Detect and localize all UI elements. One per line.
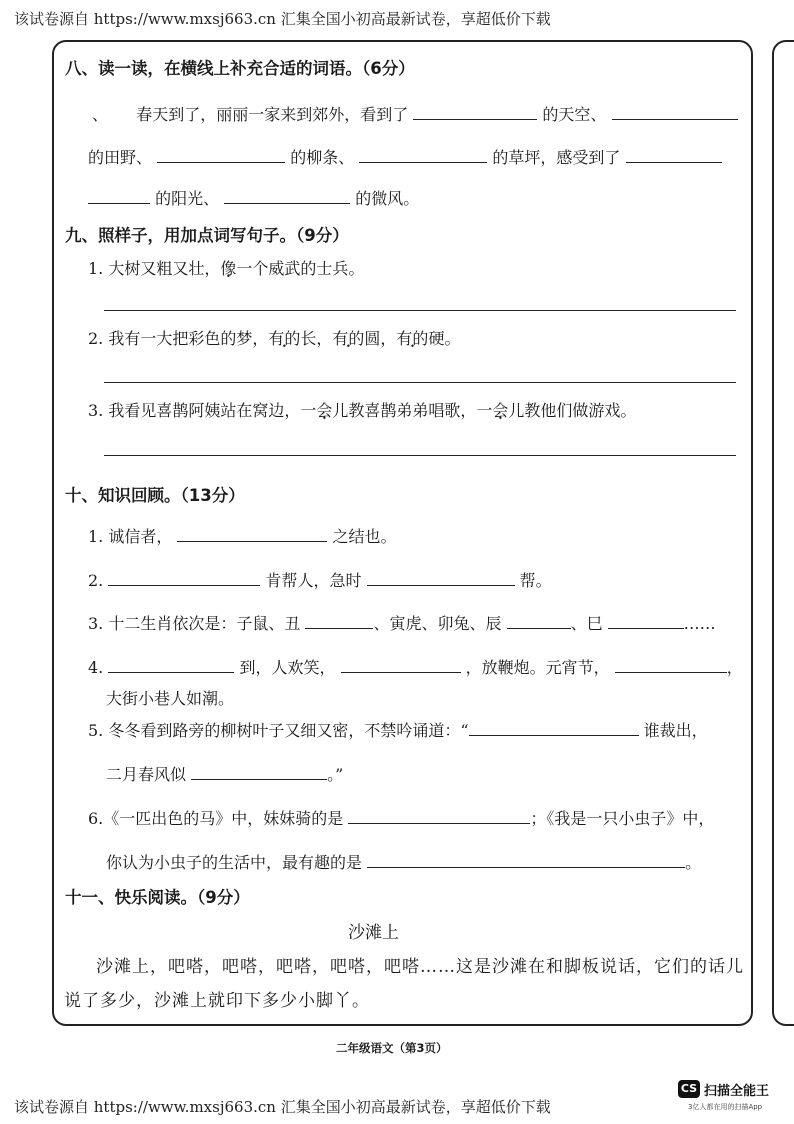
q-text: 。” [327,765,344,784]
q-text: …… [683,614,716,633]
q-text: 、寅虎、卯兔、辰 [373,614,502,633]
logo-tagline: 3亿人都在用的扫描App [688,1103,763,1111]
section10-q4 [88,655,743,678]
passage-title: 沙滩上 [348,923,399,943]
watermark-top: 该试卷源自 https://www.mxsj663.cn 汇集全国小初高最新试卷，享超低价下载 [14,10,551,28]
section8-text: 的草坪，感受到了 [492,148,621,167]
q-text: 谁裁出， [643,721,708,740]
answer-blank[interactable] [413,102,537,120]
answer-line[interactable] [104,310,736,311]
section9-heading: 九、照样子，用加点词写句子。（9分） [65,226,349,245]
cs-logo-icon: CS [678,1080,700,1098]
section10-q5-cont [106,762,343,785]
logo-name: 扫描全能王 [704,1084,770,1099]
section9-q2 [88,326,460,349]
answer-blank[interactable] [615,655,727,673]
answer-blank[interactable] [359,145,487,163]
q-text: ，放鞭炮。元宵节， [465,658,610,677]
answer-line[interactable] [104,382,736,383]
q-text: 到，人欢笑， [239,658,336,677]
answer-blank[interactable] [108,568,260,586]
q-text: 硬。 [428,329,461,348]
answer-blank[interactable] [507,611,571,629]
answer-blank[interactable] [305,611,373,629]
dotted-word: 有的 [396,329,429,348]
q-text: 帮。 [519,571,552,590]
passage-line: 沙滩上，吧嗒，吧嗒，吧嗒，吧嗒，吧嗒……这是沙滩在和脚板说话，它们的话儿 [96,957,744,977]
watermark-bottom: 该试卷源自 https://www.mxsj663.cn 汇集全国小初高最新试卷，享超低价下载 [14,1098,551,1116]
section8-text: 的田野、 [88,148,153,167]
q-text: 肯帮人，急时 [265,571,362,590]
answer-blank[interactable] [608,611,684,629]
q-text: 3. 十二生肖依次是：子鼠、丑 [88,614,301,633]
answer-blank[interactable] [157,145,285,163]
section8-line3 [88,186,419,209]
section8-line1 [92,102,738,125]
section9-q1 [88,256,364,279]
section10-q2 [88,568,552,591]
dotted-word: 一会儿 [300,401,349,420]
section9-q3 [88,398,636,421]
section8-text: 的阳光、 [155,189,220,208]
passage-line: 说了多少，沙滩上就印下多少小脚丫。 [64,991,370,1011]
q-text: 1. 诚信者， [88,527,173,546]
section10-q4-cont: 大街小巷人如潮。 [106,689,235,708]
q-text: 5. 冬冬看到路旁的柳树叶子又细又密，不禁吟诵道：“ [88,721,469,740]
answer-blank[interactable] [348,806,530,824]
section10-q5 [88,718,708,741]
answer-blank[interactable] [341,655,461,673]
q-text: 4. [88,658,104,677]
answer-blank[interactable] [612,102,738,120]
q-text: 你认为小虫子的生活中，最有趣的是 [106,853,363,872]
answer-blank[interactable] [88,186,150,204]
q-text: 一个威武的士兵。 [236,259,365,278]
answer-blank[interactable] [191,762,327,780]
q-text: 、巳 [570,614,603,633]
dotted-word: 有的 [268,329,301,348]
q-text: ， [726,658,743,677]
dotted-word: 像 [220,259,237,278]
page-number: 二年级语文（第3页） [336,1041,448,1055]
answer-blank[interactable] [469,718,639,736]
q-text: ；《我是一只小虫子》中， [530,809,715,828]
answer-blank[interactable] [177,524,327,542]
answer-blank[interactable] [367,568,515,586]
q-text: 教他们做游戏。 [524,401,637,420]
q-text: 6.《一匹出色的马》中，妹妹骑的是 [88,809,344,828]
answer-blank[interactable] [108,655,234,673]
answer-blank[interactable] [626,145,722,163]
section8-heading: 八、读一读，在横线上补充合适的词语。（6分） [65,59,415,78]
section10-q6 [88,806,714,829]
q-text: 。 [685,853,702,872]
answer-blank[interactable] [224,186,350,204]
section10-heading: 十、知识回顾。（13分） [65,486,245,505]
q-text: 教喜鹊弟弟唱歌， [348,401,477,420]
q-text: 圆， [364,329,397,348]
section8-text: 春天到了，丽丽一家来到郊外，看到了 [136,105,409,124]
section8-text: 的天空、 [542,105,607,124]
q-text: 二月春风似 [106,765,187,784]
section10-q6-cont [106,850,701,873]
section11-heading: 十一、快乐阅读。（9分） [65,888,250,907]
q-text: 长， [300,329,333,348]
section8-line2 [88,145,722,168]
section10-q1 [88,524,397,547]
q-text: 之结也。 [332,527,397,546]
q-text: 2. [88,571,104,590]
section8-text: 的微风。 [355,189,420,208]
section10-q3 [88,611,716,634]
dotted-word: 有的 [332,329,365,348]
section8-text: 的柳条、 [290,148,355,167]
answer-line[interactable] [104,455,736,456]
q-text: 3. 我看见喜鹊阿姨站在窝边， [88,401,301,420]
q-text: 1. 大树又粗又壮， [88,259,221,278]
answer-blank[interactable] [367,850,685,868]
q-text: 2. 我有一大把彩色的梦， [88,329,269,348]
next-page-frame-edge [772,40,794,1026]
dotted-word: 一会儿 [476,401,525,420]
bullet-mark: 、 [92,105,109,124]
